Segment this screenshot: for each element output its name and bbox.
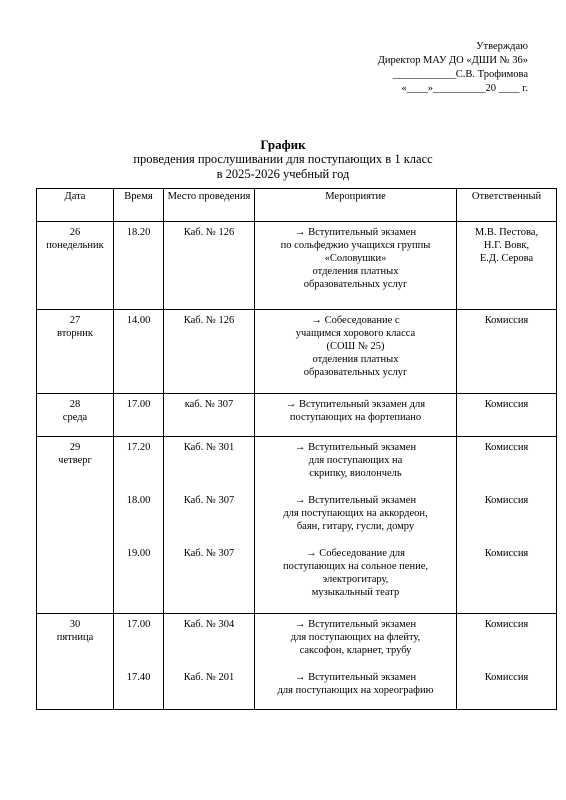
place-cell — [164, 614, 255, 710]
event-cell — [255, 614, 457, 710]
time-value: 17.00 — [126, 619, 151, 630]
date-number: 27 — [69, 315, 81, 326]
cell-block — [460, 398, 553, 424]
schedule-table — [36, 188, 557, 710]
event-line: → Вступительный экзамен — [294, 227, 417, 238]
time-cell — [114, 614, 164, 710]
cell-block — [258, 547, 453, 599]
responsible-cell — [457, 394, 557, 437]
approval-signature-line: ____________С.В. Трофимова — [392, 69, 528, 80]
document-year: в 2025-2026 учебный год — [216, 167, 350, 181]
place-value: Каб. № 301 — [183, 442, 235, 453]
table-row — [37, 614, 557, 710]
date-number: 28 — [69, 399, 81, 410]
cell-block — [117, 494, 160, 533]
time-cell — [114, 394, 164, 437]
responsible-line: Комиссия — [484, 495, 529, 506]
time-cell — [114, 310, 164, 394]
event-line: → Вступительный экзамен для — [285, 399, 426, 410]
place-value: каб. № 307 — [184, 399, 234, 410]
cell-block — [258, 226, 453, 291]
event-line: → Собеседование с — [311, 315, 400, 326]
document-subtitle: проведения прослушивании для поступающих в 1 класс — [133, 152, 433, 166]
event-line: для поступающих на — [308, 455, 403, 466]
cell-block — [117, 314, 160, 379]
date-cell — [37, 394, 114, 437]
cell-block — [117, 547, 160, 599]
cell-block — [258, 618, 453, 657]
cell-block — [117, 226, 160, 291]
header-event: Мероприятие — [255, 189, 457, 222]
cell-block — [117, 441, 160, 480]
weekday: вторник — [57, 328, 93, 339]
cell-block — [460, 494, 553, 533]
time-cell — [114, 437, 164, 614]
event-cell — [255, 437, 457, 614]
responsible-line: Н.Г. Вовк, — [483, 240, 530, 251]
weekday: пятница — [56, 632, 94, 643]
cell-block — [460, 547, 553, 599]
event-line: → Вступительный экзамен — [294, 672, 417, 683]
responsible-line: Комиссия — [484, 672, 529, 683]
weekday: среда — [62, 412, 88, 423]
event-line: учащимся хорового класса — [295, 328, 416, 339]
weekday: четверг — [58, 455, 92, 466]
responsible-cell — [457, 437, 557, 614]
table-row — [37, 310, 557, 394]
cell-block — [460, 314, 553, 379]
event-line: → Вступительный экзамен — [294, 619, 417, 630]
date-cell — [37, 310, 114, 394]
time-value: 18.20 — [126, 227, 151, 238]
cell-block — [258, 494, 453, 533]
responsible-line: Комиссия — [484, 548, 529, 559]
event-line: → Собеседование для — [306, 548, 405, 559]
responsible-line: Е.Д. Серова — [479, 253, 534, 264]
event-line: саксофон, кларнет, трубу — [299, 645, 412, 656]
event-line: → Вступительный экзамен — [294, 495, 417, 506]
header-responsible: Ответственный — [457, 189, 557, 222]
cell-block — [167, 314, 251, 379]
table-row — [37, 394, 557, 437]
table-row — [37, 437, 557, 614]
event-line: для поступающих на флейту, — [290, 632, 421, 643]
table-row — [37, 222, 557, 310]
event-line: музыкальный театр — [311, 587, 400, 598]
event-line: отделения платных — [312, 354, 399, 365]
cell-block — [167, 441, 251, 480]
cell-block — [460, 441, 553, 480]
cell-block — [460, 671, 553, 697]
responsible-cell — [457, 310, 557, 394]
event-line: «Соловушки» — [324, 253, 387, 264]
cell-block — [117, 398, 160, 424]
place-value: Каб. № 307 — [183, 548, 235, 559]
event-cell — [255, 394, 457, 437]
weekday: понедельник — [46, 240, 104, 251]
event-line: скрипку, виолончель — [309, 468, 402, 479]
approval-date-line: «____»__________20 ____ г. — [401, 83, 528, 94]
cell-block — [258, 441, 453, 480]
responsible-cell — [457, 614, 557, 710]
event-line: поступающих на фортепиано — [289, 412, 422, 423]
approval-block — [338, 40, 528, 96]
cell-block — [167, 398, 251, 424]
header-time: Время — [114, 189, 164, 222]
place-value: Каб. № 201 — [183, 672, 235, 683]
place-cell — [164, 310, 255, 394]
approval-director-line: Директор МАУ ДО «ДШИ № 36» — [377, 55, 528, 66]
cell-block — [167, 618, 251, 657]
place-value: Каб. № 307 — [183, 495, 235, 506]
event-line: образовательных услуг — [303, 279, 408, 290]
date-number: 29 — [69, 442, 81, 453]
event-line: для поступающих на аккордеон, — [283, 508, 428, 519]
responsible-line: Комиссия — [484, 442, 529, 453]
responsible-line: Комиссия — [484, 315, 529, 326]
time-value: 19.00 — [126, 548, 151, 559]
event-line: → Вступительный экзамен — [294, 442, 417, 453]
cell-block — [258, 314, 453, 379]
event-line: отделения платных — [312, 266, 399, 277]
responsible-line: М.В. Пестова, — [474, 227, 539, 238]
event-line: баян, гитару, гусли, домру — [296, 521, 415, 532]
date-cell — [37, 222, 114, 310]
event-cell — [255, 310, 457, 394]
responsible-line: Комиссия — [484, 399, 529, 410]
time-cell — [114, 222, 164, 310]
cell-block — [167, 226, 251, 291]
time-value: 18.00 — [126, 495, 151, 506]
time-value: 17.40 — [126, 672, 151, 683]
cell-block — [167, 494, 251, 533]
date-cell — [37, 614, 114, 710]
responsible-cell — [457, 222, 557, 310]
place-value: Каб. № 126 — [183, 227, 235, 238]
responsible-line: Комиссия — [484, 619, 529, 630]
date-number: 30 — [69, 619, 81, 630]
cell-block — [167, 547, 251, 599]
approval-line: Утверждаю — [476, 41, 528, 52]
event-line: электрогитару, — [322, 574, 389, 585]
cell-block — [258, 671, 453, 697]
cell-block — [460, 226, 553, 291]
place-cell — [164, 394, 255, 437]
event-line: по сольфеджио учащихся группы — [280, 240, 431, 251]
place-cell — [164, 222, 255, 310]
date-number: 26 — [69, 227, 81, 238]
place-value: Каб. № 304 — [183, 619, 235, 630]
event-cell — [255, 222, 457, 310]
time-value: 17.00 — [126, 399, 151, 410]
place-value: Каб. № 126 — [183, 315, 235, 326]
event-line: для поступающих на хореографию — [277, 685, 434, 696]
event-line: образовательных услуг — [303, 367, 408, 378]
cell-block — [258, 398, 453, 424]
time-value: 14.00 — [126, 315, 151, 326]
cell-block — [460, 618, 553, 657]
event-line: (СОШ № 25) — [326, 341, 385, 352]
date-cell — [37, 437, 114, 614]
header-place: Место проведения — [164, 189, 255, 222]
table-header-row — [37, 189, 557, 222]
place-cell — [164, 437, 255, 614]
cell-block — [117, 618, 160, 657]
header-date: Дата — [37, 189, 114, 222]
event-line: поступающих на сольное пение, — [283, 561, 428, 572]
time-value: 17.20 — [126, 442, 151, 453]
cell-block — [167, 671, 251, 697]
cell-block — [117, 671, 160, 697]
document-title: График — [260, 137, 306, 152]
